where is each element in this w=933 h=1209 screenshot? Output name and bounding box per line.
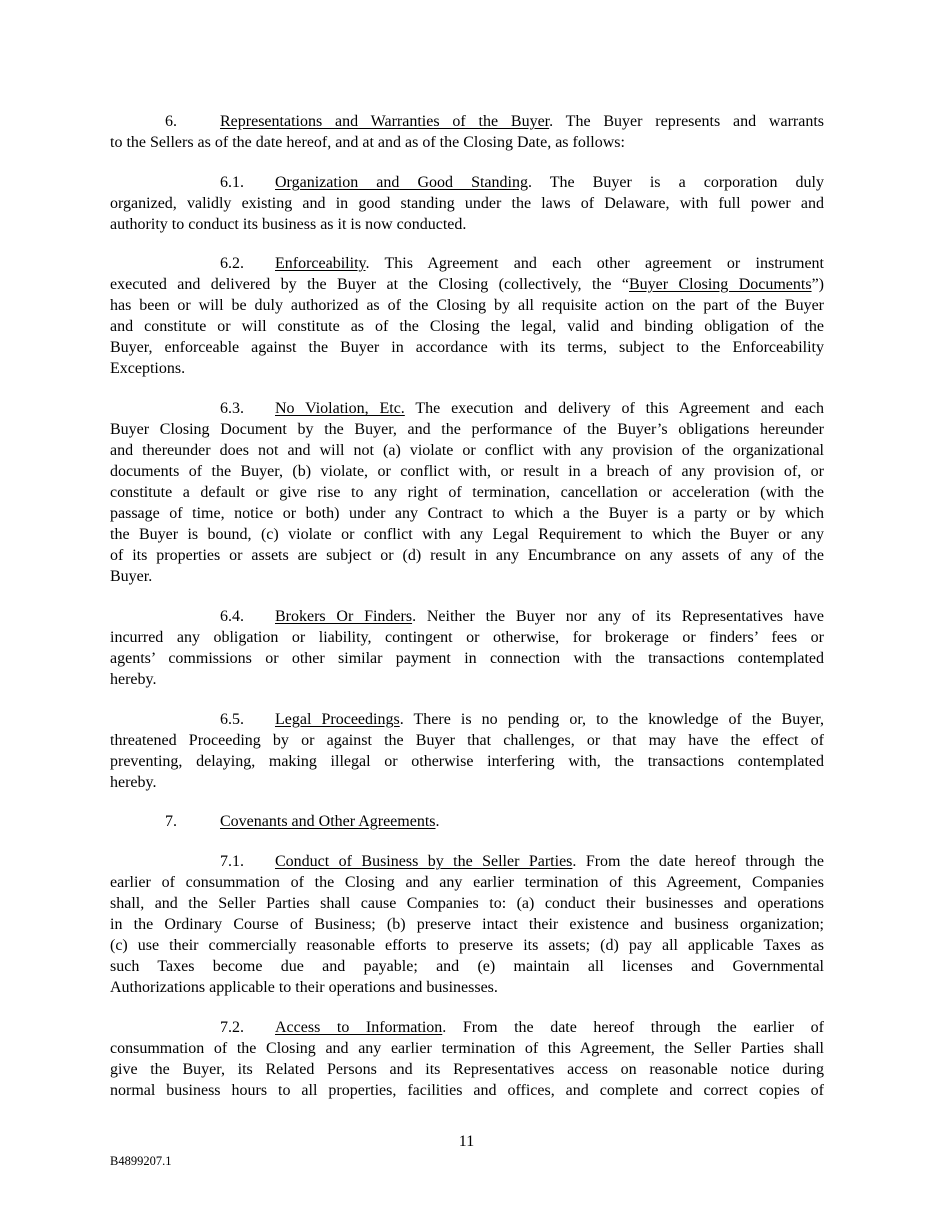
section-heading: No Violation, Etc. [275,400,405,417]
text-line: documents of the Buyer, (b) violate, or conflict with, or result in a breach of any provision of, or [110,463,824,480]
text-line: to the Sellers as of the date hereof, and at and as of the Closing Date, as follows: [110,134,625,151]
text-line: agents’ commissions or other similar payment in connection with the transactions contemplated [110,650,824,667]
section-number: 7.1. [220,853,244,870]
section-number: 6.4. [220,608,244,625]
section-heading: Brokers Or Finders [275,608,413,625]
section-number: 7. [165,813,177,830]
section-heading: Organization and Good Standing [275,174,528,191]
section-heading: Enforceability [275,255,366,272]
section-7-1: 7.1. Conduct of Business by the Seller Parties. From the date hereof through the earlier of consummation of the Closing and any earlier termination of this Agreement, Companies shall, and the Seller Parties shall cause Companies to: (a) conduct their businesses and operations in the Ordinary Course of Business; (b) preserve intact their existence and business organization; (c) use their commercially reasonable efforts to preserve its assets; (d) pay all applicable Taxes as such Taxes become due and payable; and (e) maintain all licenses and Governmental Authorizations applicable to their operations and businesses. [110,853,825,996]
text-line: in the Ordinary Course of Business; (b) preserve intact their existence and business organization; [110,916,824,933]
document-id: B4899207.1 [110,1154,172,1168]
text-line: Exceptions. [110,360,186,377]
text-line: and thereunder does not and will not (a) violate or conflict with any provision of the organizational [110,442,824,459]
text-line: shall, and the Seller Parties shall cause Companies to: (a) conduct their businesses and operations [110,895,824,912]
section-6-4: 6.4. Brokers Or Finders. Neither the Buyer nor any of its Representatives have incurred any obligation or liability, contingent or otherwise, for brokerage or finders’ fees or agents’ commissions or other similar payment in connection with the transactions contemplated hereby. [110,608,824,688]
section-number: 7.2. [220,1019,244,1036]
section-7-2: 7.2. Access to Information. From the date hereof through the earlier of consummation of the Closing and any earlier termination of this Agreement, the Seller Parties shall give the Buyer, its Related Persons and its Representatives access on reasonable notice during normal business hours to all properties, facilities and offices, and complete and correct copies of [110,1019,824,1099]
text-line: (c) use their commercially reasonable efforts to preserve its assets; (d) pay all applicable Taxes as [110,937,824,954]
text-line: hereby. [110,671,157,688]
text-line: Buyer. [110,568,153,585]
section-heading: Covenants and Other Agreements [220,813,436,830]
section-number: 6. [165,113,177,130]
section-6-3: 6.3. No Violation, Etc. The execution and delivery of this Agreement and each Buyer Closing Document by the Buyer, and the performance of the Buyer’s obligations hereunder and thereunder does not and will not (a) violate or conflict with any provision of the organizational documents of the Buyer, (b) violate, or conflict with, or result in a breach of any provision of, or constitute a default or give rise to any right of termination, cancellation or acceleration (with the passage of time, notice or both) under any Contract to which a the Buyer is a party or by which the Buyer is bound, (c) violate or conflict with any Legal Requirement to which the Buyer or any of its properties or assets are subject or (d) result in any Encumbrance on any assets of any of the Buyer. [110,400,825,585]
text-line: hereby. [110,774,157,791]
text-line: organized, validly existing and in good standing under the laws of Delaware, with full power and [110,195,824,212]
text-line: the Buyer is bound, (c) violate or conflict with any Legal Requirement to which the Buyer or any [110,526,824,543]
text-line: give the Buyer, its Related Persons and its Representatives access on reasonable notice during [110,1061,824,1078]
section-heading: Conduct of Business by the Seller Parties [275,853,573,870]
section-6: 6. Representations and Warranties of the Buyer. The Buyer represents and warrants to the Sellers as of the date hereof, and at and as of the Closing Date, as follows: [110,113,825,151]
text-line: normal business hours to all properties, facilities and offices, and complete and correct copies of [110,1082,824,1099]
section-6-5: 6.5. Legal Proceedings. There is no pending or, to the knowledge of the Buyer, threatened Proceeding by or against the Buyer that challenges, or that may have the effect of preventing, delaying, making illegal or otherwise interfering with, the transactions contemplated hereby. [110,711,825,791]
text-line: Authorizations applicable to their operations and businesses. [110,979,498,996]
text-line: Buyer Closing Document by the Buyer, and the performance of the Buyer’s obligations hereunder [110,421,824,438]
text-line: authority to conduct its business as it is now conducted. [110,216,467,233]
text-line: and constitute or will constitute as of the Closing the legal, valid and binding obligation of the [110,318,824,335]
text-line: passage of time, notice or both) under any Contract to which a the Buyer is a party or by which [110,505,824,522]
section-heading: Legal Proceedings [275,711,400,728]
text-line: Buyer, enforceable against the Buyer in accordance with its terms, subject to the Enforceability [110,339,824,356]
section-number: 6.2. [220,255,244,272]
section-number: 6.5. [220,711,244,728]
defined-term: Buyer Closing Documents [629,276,812,293]
text-line: such Taxes become due and payable; and (e) maintain all licenses and Governmental [110,958,824,975]
text-line: has been or will be duly authorized as of the Closing by all requisite action on the part of the Buyer [110,297,824,314]
text-line: consummation of the Closing and any earlier termination of this Agreement, the Seller Parties shall [110,1040,824,1057]
page-number: 11 [458,1133,475,1150]
text-line: threatened Proceeding by or against the Buyer that challenges, or that may have the effect of [110,732,824,749]
section-heading: Representations and Warranties of the Buyer [220,113,550,130]
section-6-2: 6.2. Enforceability. This Agreement and each other agreement or instrument executed and delivered by the Buyer at the Closing (collectively, the “Buyer Closing Documents”) has been or will be duly authorized as of the Closing by all requisite action on the part of the Buyer and constitute or will constitute as of the Closing the legal, valid and binding obligation of the Buyer, enforceable against the Buyer in accordance with its terms, subject to the Enforceability Exceptions. [110,255,825,377]
text-line: of its properties or assets are subject or (d) result in any Encumbrance on any assets of any of the [110,547,824,564]
section-6-1: 6.1. Organization and Good Standing. The Buyer is a corporation duly organized, validly existing and in good standing under the laws of Delaware, with full power and authority to conduct its business as it is now conducted. [110,174,824,233]
section-number: 6.3. [220,400,244,417]
text-line: constitute a default or give rise to any right of termination, cancellation or acceleration (with the [110,484,824,501]
text-line: preventing, delaying, making illegal or otherwise interfering with, the transactions contemplated [110,753,824,770]
section-number: 6.1. [220,174,244,191]
text-line: incurred any obligation or liability, contingent or otherwise, for brokerage or finders’ fees or [110,629,824,646]
section-7: 7. Covenants and Other Agreements. [165,813,440,830]
text-line: earlier of consummation of the Closing and any earlier termination of this Agreement, Companies [110,874,824,891]
section-heading: Access to Information [275,1019,443,1036]
